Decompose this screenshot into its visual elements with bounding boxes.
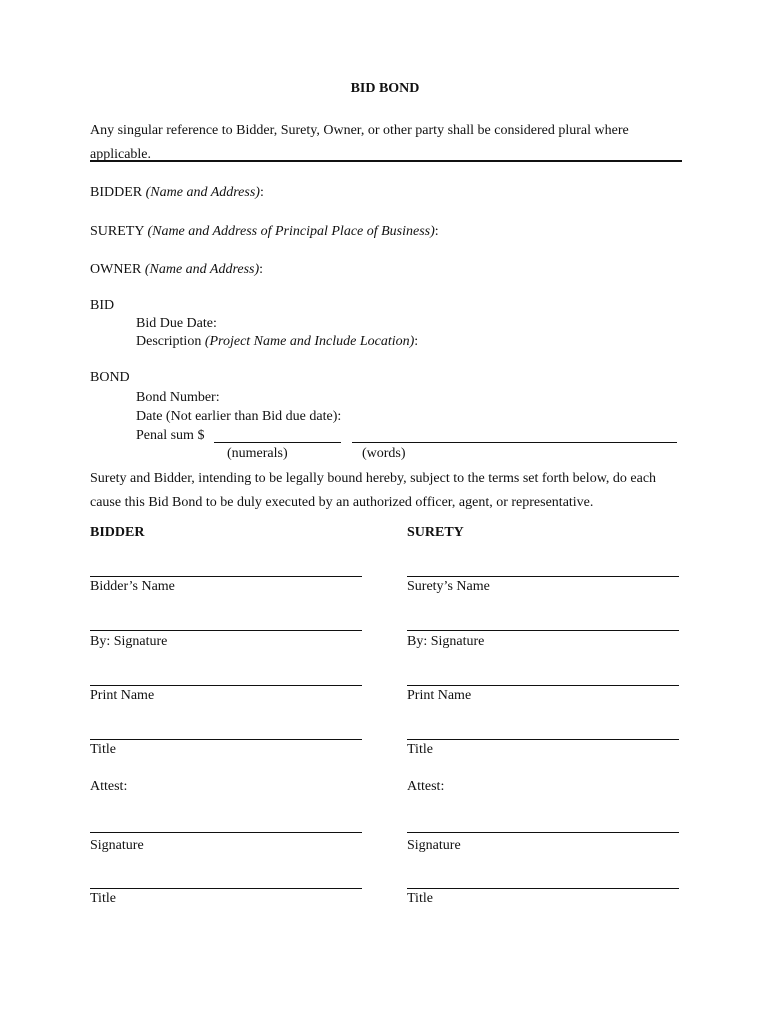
penal-sum-numerals-line[interactable] bbox=[214, 442, 341, 443]
bid-due-date-field[interactable]: Bid Due Date: bbox=[136, 316, 217, 331]
bidder-by-caption: By: Signature bbox=[90, 634, 168, 649]
bidder-attest-signature-line[interactable] bbox=[90, 832, 362, 833]
surety-attest-label: Attest: bbox=[407, 779, 445, 794]
owner-hint: (Name and Address) bbox=[144, 262, 260, 277]
document-title: BID BOND bbox=[350, 81, 420, 96]
surety-hint: (Name and Address of Principal Place of Business) bbox=[147, 224, 435, 239]
surety-label: SURETY bbox=[90, 224, 144, 239]
description-hint: (Project Name and Include Location) bbox=[204, 334, 415, 349]
surety-name-line[interactable] bbox=[407, 576, 679, 577]
bidder-attest-title-caption: Title bbox=[90, 891, 116, 906]
bidder-print-name-caption: Print Name bbox=[90, 688, 155, 703]
surety-attest-title-line[interactable] bbox=[407, 888, 679, 889]
owner-label: OWNER bbox=[90, 262, 142, 277]
surety-attest-signature-caption: Signature bbox=[407, 838, 461, 853]
bid-description-field[interactable] bbox=[136, 334, 418, 350]
surety-field[interactable] bbox=[90, 224, 439, 240]
description-colon: : bbox=[414, 334, 419, 349]
surety-attest-signature-line[interactable] bbox=[407, 832, 679, 833]
surety-by-caption: By: Signature bbox=[407, 634, 485, 649]
bidder-title-line[interactable] bbox=[90, 739, 362, 740]
bond-date-field[interactable]: Date (Not earlier than Bid due date): bbox=[136, 409, 342, 424]
surety-print-name-caption: Print Name bbox=[407, 688, 472, 703]
bidder-attest-signature-caption: Signature bbox=[90, 838, 144, 853]
owner-colon: : bbox=[259, 262, 264, 277]
bidder-title-caption: Title bbox=[90, 742, 116, 757]
bidder-label: BIDDER bbox=[90, 185, 143, 200]
header-divider bbox=[90, 160, 682, 162]
bid-heading: BID bbox=[90, 298, 115, 313]
bidder-name-line[interactable] bbox=[90, 576, 362, 577]
owner-field[interactable] bbox=[90, 262, 263, 278]
surety-attest-title-caption: Title bbox=[407, 891, 433, 906]
bond-number-field[interactable]: Bond Number: bbox=[136, 390, 220, 405]
bidder-attest-title-line[interactable] bbox=[90, 888, 362, 889]
bidder-signature-heading: BIDDER bbox=[90, 525, 145, 540]
surety-print-name-line[interactable] bbox=[407, 685, 679, 686]
surety-title-line[interactable] bbox=[407, 739, 679, 740]
surety-colon: : bbox=[434, 224, 439, 239]
surety-signature-heading: SURETY bbox=[407, 525, 464, 540]
bond-heading: BOND bbox=[90, 370, 130, 385]
bidder-signature-line[interactable] bbox=[90, 630, 362, 631]
words-caption: (words) bbox=[362, 446, 406, 461]
numerals-caption: (numerals) bbox=[227, 446, 288, 461]
description-label: Description bbox=[136, 334, 202, 349]
surety-title-caption: Title bbox=[407, 742, 433, 757]
bidder-colon: : bbox=[259, 185, 264, 200]
bidder-attest-label: Attest: bbox=[90, 779, 128, 794]
statement-text: Surety and Bidder, intending to be legally bound hereby, subject to the terms set forth below, do each cause this Bid Bond to be duly executed by an authorized officer, agent, or representative. bbox=[90, 471, 657, 510]
surety-name-caption: Surety’s Name bbox=[407, 579, 490, 594]
bidder-hint: (Name and Address) bbox=[145, 185, 260, 200]
intro-text: Any singular reference to Bidder, Surety, Owner, or other party shall be considered plural where applicable. bbox=[90, 123, 629, 162]
penal-sum-label: Penal sum $ bbox=[136, 428, 205, 443]
surety-signature-line[interactable] bbox=[407, 630, 679, 631]
bidder-name-caption: Bidder’s Name bbox=[90, 579, 175, 594]
penal-sum-words-line[interactable] bbox=[352, 442, 677, 443]
bidder-field[interactable] bbox=[90, 185, 264, 201]
bidder-print-name-line[interactable] bbox=[90, 685, 362, 686]
